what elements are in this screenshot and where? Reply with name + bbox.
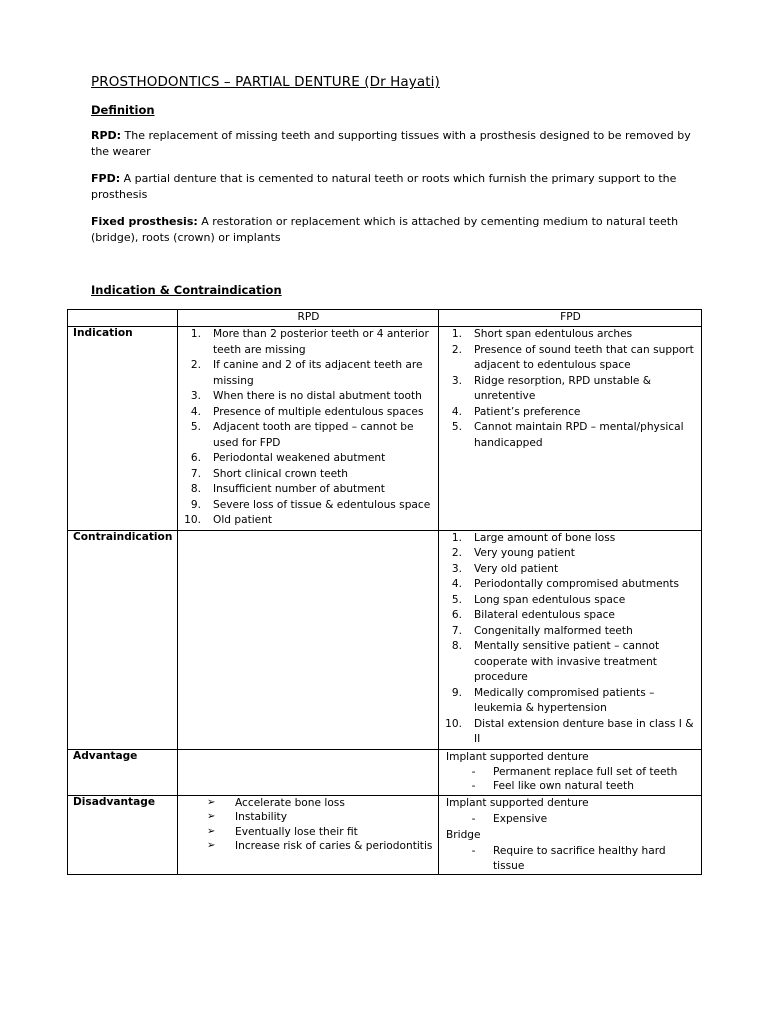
list-marker: 8. [190,483,201,495]
definition-fixed-prosthesis [91,214,691,246]
definition-term: RPD: [91,129,122,142]
list-item-text: Feel like own natural teeth [493,780,634,792]
list-marker: 3. [451,562,462,575]
list-marker: 3. [451,374,462,387]
page-title: PROSTHODONTICS – PARTIAL DENTURE (Dr Hayati) [91,74,440,90]
list-item-text: Insufficient number of abutment [213,483,385,495]
list-item-text: Instability [235,811,287,823]
list-marker: ➢ [207,840,216,851]
comparison-table [67,309,702,875]
list-marker: 1. [190,328,201,340]
row-label-contraindication: Contraindication [68,530,178,749]
list-item [444,327,697,343]
list-item-text: Congenitally malformed teeth [474,624,633,637]
list-item-text: Adjacent tooth are tipped – cannot be used for FPD [213,421,414,449]
definition-text: A restoration or replacement which is attached by cementing medium to natural teeth (bridge), roots (crown) or implants [91,215,679,244]
list-item [444,686,697,717]
list-item-text: Old patient [213,514,273,526]
table-row-indication [68,327,702,531]
list-item-text: Permanent replace full set of teeth [493,765,678,778]
list-marker: 8. [451,640,462,652]
list-item [444,420,697,451]
list-marker: ➢ [207,796,216,808]
list-marker: 4. [451,405,462,418]
list-item [444,546,697,562]
disadvantage-fpd-cell [439,795,702,875]
table-row-disadvantage [68,795,702,875]
list-marker: 9. [451,686,462,699]
list-item-text: Long span edentulous space [474,593,626,606]
list-item-text: Periodontally compromised abutments [474,578,680,590]
list-marker: - [471,765,476,778]
list-marker: - [471,845,476,857]
list-item-text: Severe loss of tissue & edentulous space [213,498,431,511]
list-item-text: More than 2 posterior teeth or 4 anterior teeth are missing [213,328,429,356]
table-header-row [68,310,702,327]
list-item-text: When there is no distal abutment tooth [213,390,422,402]
indication-fpd-cell [439,327,702,531]
list-item-text: Large amount of bone loss [474,531,616,544]
list-marker: 1. [451,328,462,340]
list-item [183,451,434,467]
disadvantage-fpd-implant-list [446,812,697,827]
definition-term: FPD: [91,172,121,185]
list-marker: - [471,812,476,825]
list-item-text: If canine and 2 of its adjacent teeth are missing [213,359,423,387]
disadvantage-fpd-subheading-bridge: Bridge [446,829,481,841]
list-item-text: Bilateral edentulous space [474,609,615,621]
definition-term: Fixed prosthesis: [91,215,198,228]
list-item-text: Very old patient [474,562,559,575]
list-marker: 7. [190,467,201,480]
list-marker: 4. [190,405,201,418]
list-item-text: Ridge resorption, RPD unstable & unretentive [474,374,652,402]
list-item [444,717,697,748]
list-marker: 2. [451,547,462,559]
list-item [444,608,697,624]
list-marker: 5. [190,421,201,433]
definition-heading: Definition [91,103,155,117]
list-marker: 10. [184,514,201,526]
list-item-text: Cannot maintain RPD – mental/physical handicapped [474,421,684,449]
disadvantage-rpd-list [183,796,434,854]
list-marker: 9. [190,498,201,511]
indication-rpd-list [183,327,434,529]
definition-fpd [91,171,691,203]
list-item [444,593,697,609]
indication-heading: Indication & Contraindication [91,283,282,297]
list-item-text: Presence of multiple edentulous spaces [213,405,424,418]
list-item [446,765,697,780]
list-item-text: Short clinical crown teeth [213,467,349,480]
list-item [444,531,697,547]
list-item [444,639,697,686]
list-marker: ➢ [207,811,216,822]
list-item [183,405,434,421]
list-marker: 4. [451,578,462,590]
list-item-text: Distal extension denture base in class I & II [474,717,694,745]
definition-text: The replacement of missing teeth and supporting tissues with a prosthesis designed to be removed by the wearer [91,129,691,158]
contraindication-fpd-cell [439,530,702,749]
list-item [183,482,434,498]
table-row-contraindication [68,530,702,749]
list-item [444,624,697,640]
header-fpd: FPD [439,310,702,327]
contraindication-fpd-list [444,531,697,748]
list-marker: 6. [451,609,462,621]
list-marker: ➢ [207,825,216,837]
list-item-text: Require to sacrifice healthy hard tissue [493,845,666,872]
list-item [183,358,434,389]
list-item-text: Mentally sensitive patient – cannot cooperate with invasive treatment procedure [474,640,660,683]
row-label-advantage: Advantage [68,749,178,795]
list-item [444,374,697,405]
list-item [183,796,434,811]
list-item [444,405,697,421]
list-item-text: Accelerate bone loss [235,796,345,809]
list-item [183,810,434,825]
list-item-text: Expensive [493,812,548,825]
contraindication-rpd-cell [178,530,439,749]
list-marker: 3. [190,390,201,402]
list-item [444,577,697,593]
indication-rpd-cell [178,327,439,531]
list-marker: 1. [451,531,462,544]
definition-text: A partial denture that is cemented to natural teeth or roots which furnish the primary support to the prosthesis [91,172,677,201]
table-row-advantage [68,749,702,795]
list-item [444,343,697,374]
list-item [446,812,697,827]
list-marker: 5. [451,593,462,606]
list-item [446,779,697,794]
list-item-text: Eventually lose their fit [235,825,358,838]
indication-fpd-list [444,327,697,451]
definition-rpd [91,128,691,160]
list-marker: 2. [190,359,201,371]
list-item [183,825,434,840]
list-item-text: Presence of sound teeth that can support adjacent to edentulous space [474,343,694,371]
row-label-disadvantage: Disadvantage [68,795,178,875]
list-item-text: Medically compromised patients – leukemia & hypertension [474,686,655,714]
list-item-text: Very young patient [474,547,575,559]
list-marker: 6. [190,452,201,464]
list-item [183,513,434,529]
list-item [183,467,434,483]
list-item-text: Short span edentulous arches [474,328,633,340]
advantage-fpd-list [446,765,697,794]
disadvantage-fpd-subheading-implant: Implant supported denture [446,796,589,809]
list-marker: 5. [451,421,462,433]
disadvantage-rpd-cell [178,795,439,875]
list-item [183,389,434,405]
list-marker: 10. [445,717,462,730]
list-item [183,839,434,854]
list-item [183,420,434,451]
list-item-text: Periodontal weakened abutment [213,452,386,464]
list-item-text: Increase risk of caries & periodontitis [235,840,433,852]
list-item-text: Patient’s preference [474,405,581,418]
header-rpd: RPD [178,310,439,327]
header-empty-cell [68,310,178,327]
advantage-rpd-cell [178,749,439,795]
list-marker: 2. [451,343,462,356]
list-item [444,562,697,578]
list-item [446,844,697,873]
list-marker: 7. [451,624,462,637]
disadvantage-fpd-bridge-list [446,844,697,873]
row-label-indication: Indication [68,327,178,531]
list-item [183,327,434,358]
advantage-fpd-cell [439,749,702,795]
list-marker: - [471,780,476,792]
advantage-fpd-subheading: Implant supported denture [446,750,589,763]
list-item [183,498,434,514]
